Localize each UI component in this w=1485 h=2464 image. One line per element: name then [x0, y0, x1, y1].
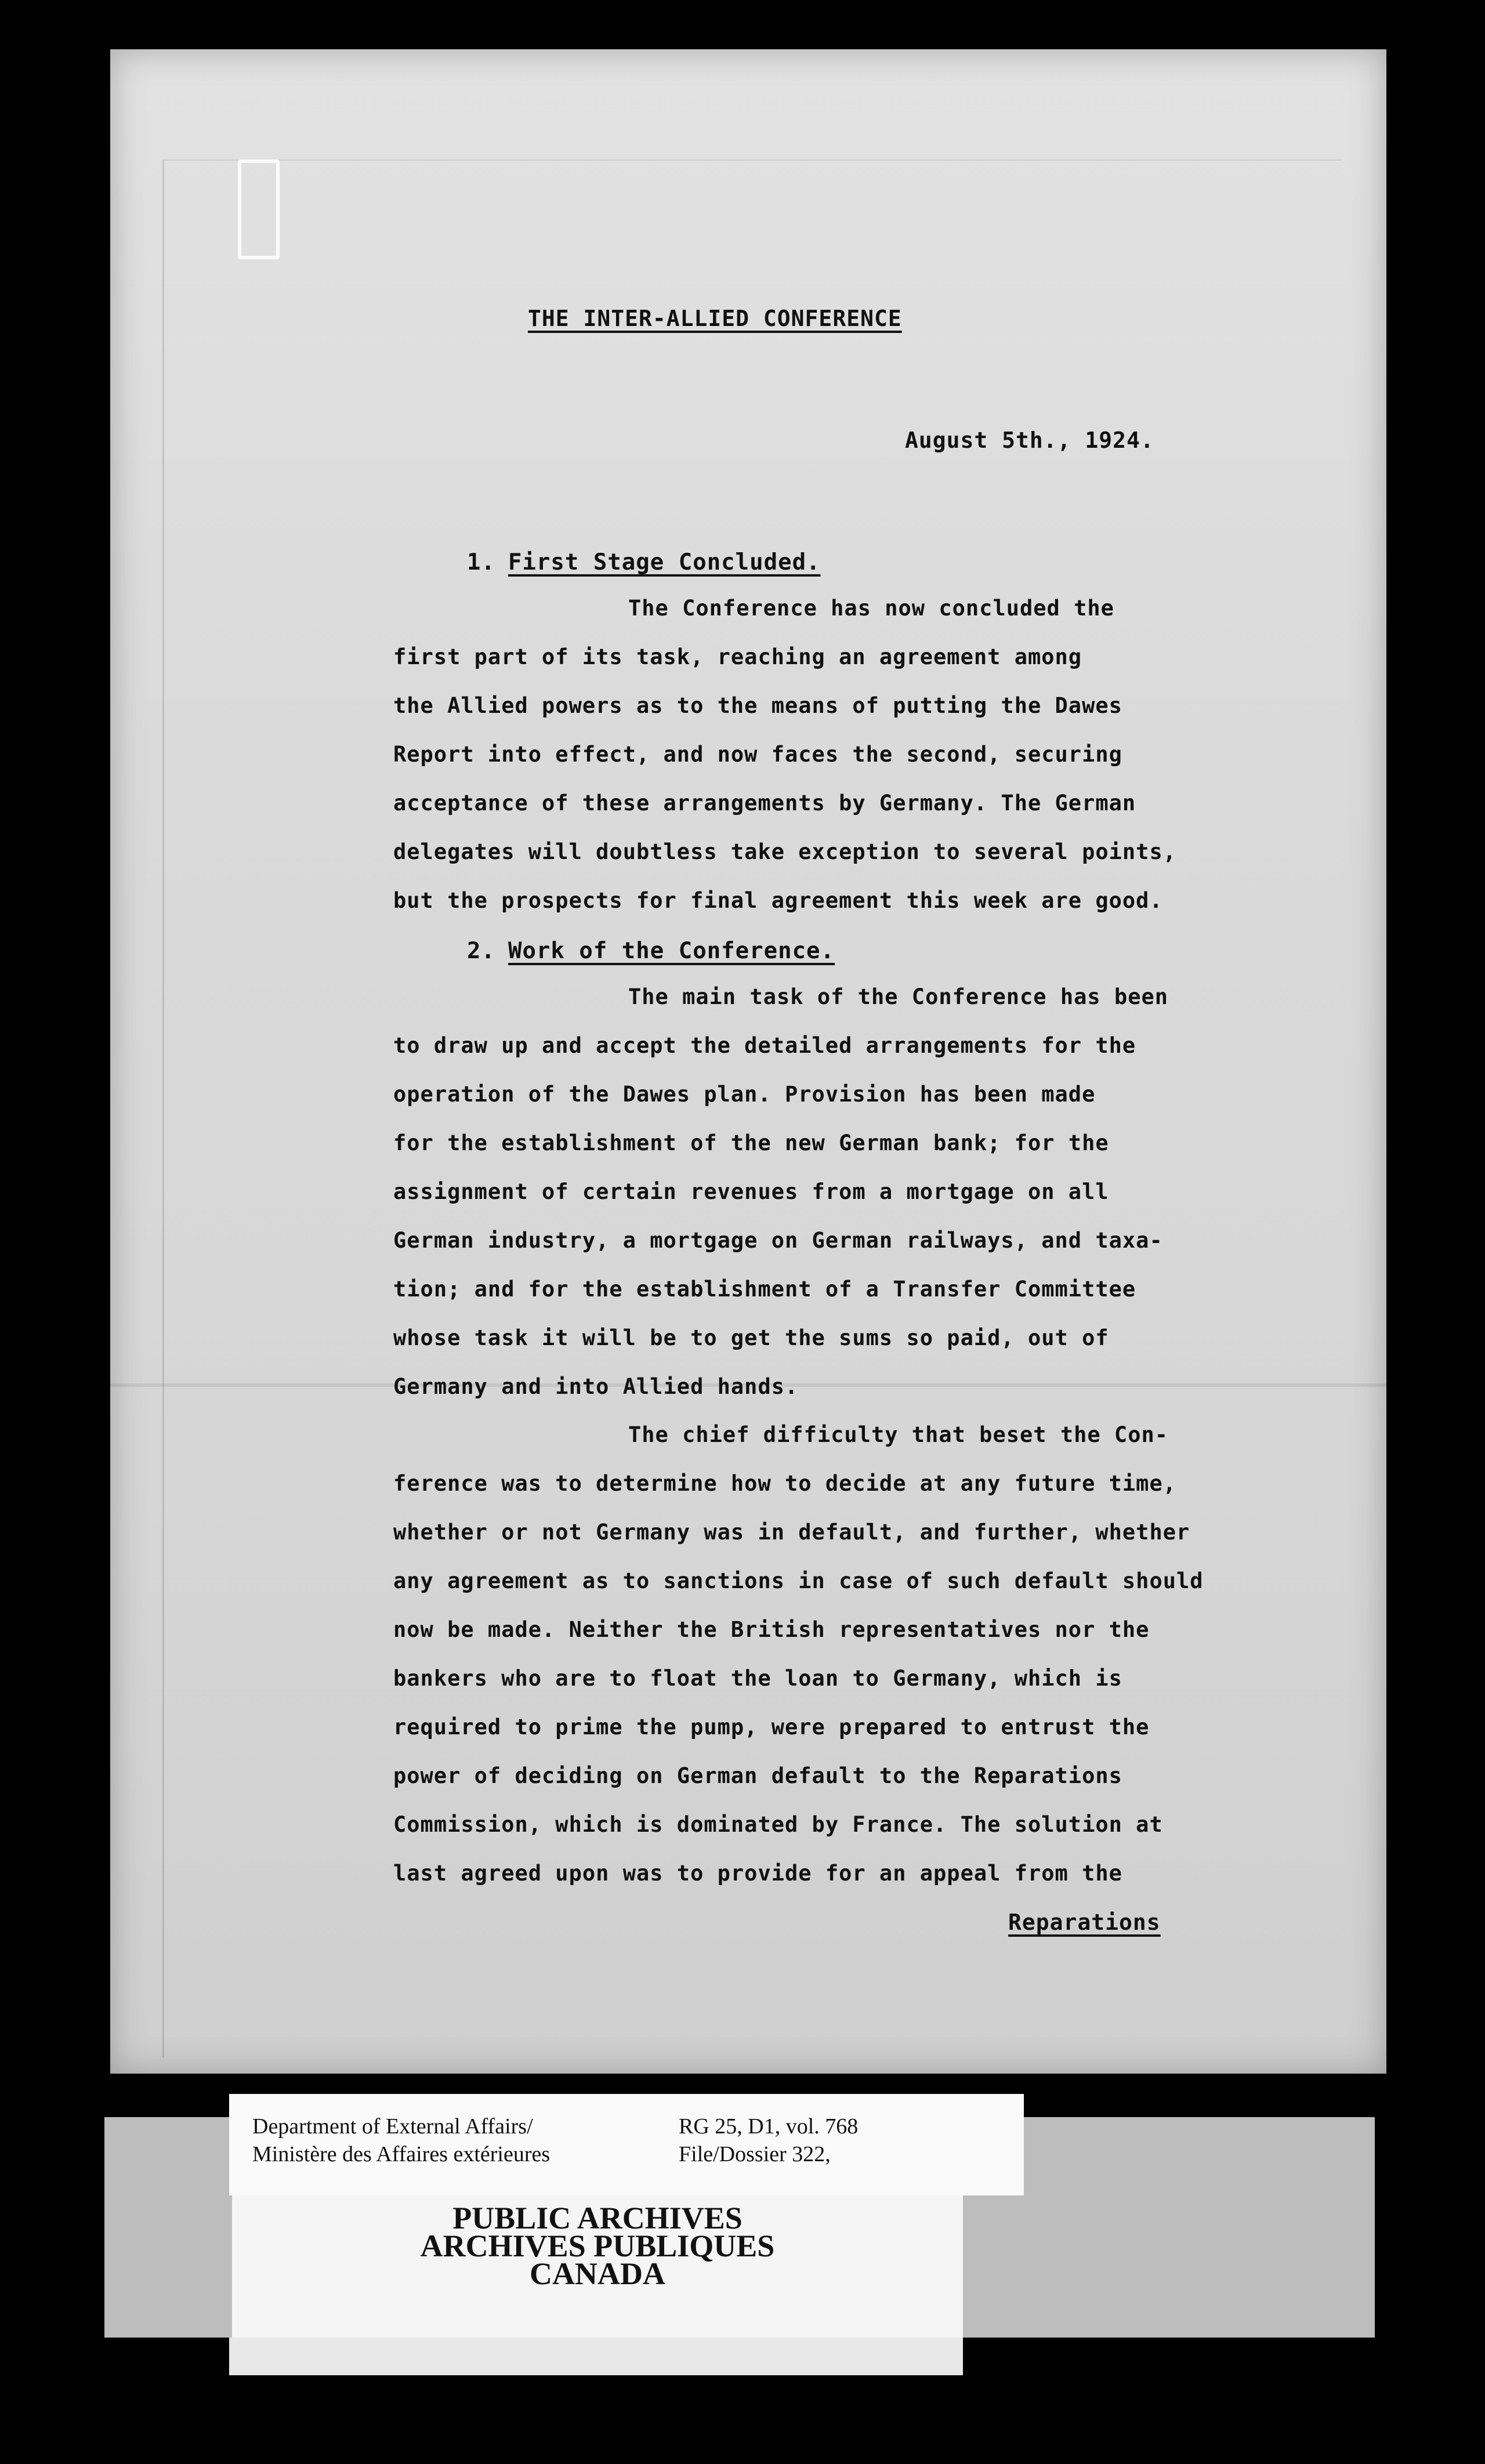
text-line: bankers who are to float the loan to Germany, which is	[393, 1666, 1122, 1691]
text-line: assignment of certain revenues from a mortgage on all	[393, 1179, 1109, 1204]
text-line: The chief difficulty that beset the Con-	[628, 1422, 1169, 1447]
section-number: 1.	[467, 549, 495, 575]
section-title: First Stage Concluded.	[508, 549, 821, 575]
paper-clip-mark	[238, 160, 280, 259]
text-line: whose task it will be to get the sums so paid, out of	[393, 1325, 1109, 1350]
text-line: delegates will doubtless take exception to several points,	[393, 839, 1177, 864]
department-french: Ministère des Affaires extérieures	[252, 2142, 550, 2166]
section-2-paragraph-1	[393, 986, 1287, 1425]
department-names	[252, 2112, 550, 2168]
text-line: acceptance of these arrangements by Germany. The German	[393, 791, 1136, 816]
text-line: first part of its task, reaching an agreement among	[393, 644, 1082, 669]
text-line: Commission, which is dominated by France. The solution at	[393, 1812, 1163, 1837]
section-title: Work of the Conference.	[508, 938, 835, 964]
archive-label-foot	[229, 2338, 963, 2375]
text-line: whether or not Germany was in default, and further, whether	[393, 1520, 1190, 1545]
text-line: operation of the Dawes plan. Provision has been made	[393, 1082, 1096, 1107]
department-english: Department of External Affairs/	[252, 2114, 533, 2139]
section-number: 2.	[467, 938, 495, 964]
text-line: for the establishment of the new German bank; for the	[393, 1130, 1109, 1155]
document-title: THE INTER-ALLIED CONFERENCE	[528, 306, 902, 331]
text-line: Report into effect, and now faces the second, securing	[393, 742, 1122, 767]
text-line: power of deciding on German default to the Reparations	[393, 1763, 1122, 1788]
text-line: required to prime the pump, were prepared to entrust the	[393, 1715, 1150, 1740]
public-archives-stamp	[232, 2201, 963, 2291]
record-group: RG 25, D1, vol. 768	[679, 2114, 859, 2139]
text-line: to draw up and accept the detailed arrangements for the	[393, 1033, 1136, 1058]
text-line: the Allied powers as to the means of putting the Dawes	[393, 693, 1122, 718]
stamp-line-2: ARCHIVES PUBLIQUES	[420, 2229, 775, 2263]
text-line: The Conference has now concluded the	[628, 596, 1114, 621]
text-line: any agreement as to sanctions in case of such default should	[393, 1568, 1204, 1593]
stamp-line-1: PUBLIC ARCHIVES	[452, 2201, 742, 2235]
text-line: Germany and into Allied hands.	[393, 1374, 799, 1399]
text-line: German industry, a mortgage on German railways, and taxa-	[393, 1228, 1163, 1253]
catchword: Reparations	[1008, 1909, 1161, 1935]
file-number: File/Dossier 322,	[679, 2142, 831, 2166]
text-line: last agreed upon was to provide for an appeal from the	[393, 1861, 1122, 1886]
archive-reference	[679, 2112, 858, 2168]
document-date: August 5th., 1924.	[905, 427, 1154, 453]
text-line: tion; and for the establishment of a Transfer Committee	[393, 1277, 1136, 1302]
section-1-heading	[467, 551, 821, 574]
text-line: The main task of the Conference has been	[628, 984, 1169, 1009]
section-1-body	[393, 597, 1287, 939]
stamp-line-3: CANADA	[530, 2256, 665, 2291]
section-2-heading	[467, 940, 835, 962]
section-2-paragraph-2	[393, 1424, 1287, 1911]
text-line: now be made. Neither the British representatives nor the	[393, 1617, 1150, 1642]
text-line: ference was to determine how to decide at any future time,	[393, 1471, 1177, 1496]
text-line: but the prospects for final agreement this week are good.	[393, 888, 1163, 913]
